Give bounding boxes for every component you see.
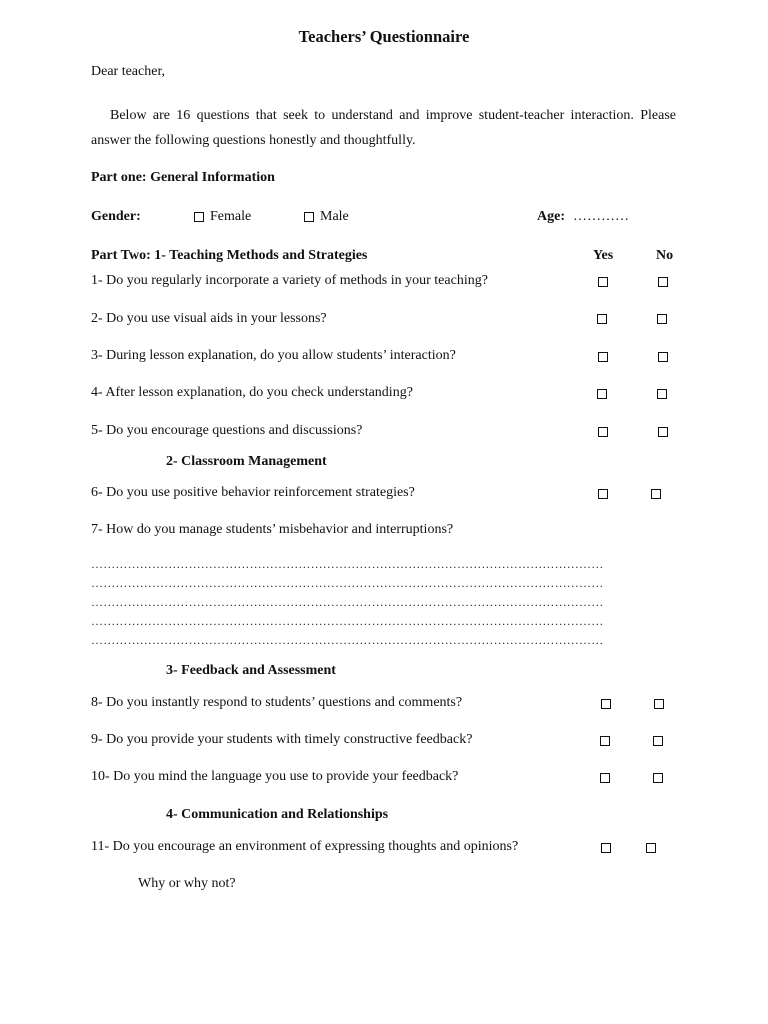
part-one-heading: Part one: General Information bbox=[91, 170, 275, 185]
q8-yes-checkbox[interactable] bbox=[601, 699, 611, 709]
q1-yes-checkbox[interactable] bbox=[598, 277, 608, 287]
section-2-heading: 2- Classroom Management bbox=[166, 454, 327, 469]
female-label: Female bbox=[210, 209, 252, 224]
q6-no-checkbox[interactable] bbox=[651, 489, 661, 499]
answer-line-2[interactable]: ……………………………………………………………………………………………………………… bbox=[91, 576, 604, 590]
part-two-heading: Part Two: 1- Teaching Methods and Strategies bbox=[91, 248, 368, 263]
q5-no-checkbox[interactable] bbox=[658, 427, 668, 437]
q10-no-checkbox[interactable] bbox=[653, 773, 663, 783]
q11-yes-checkbox[interactable] bbox=[601, 843, 611, 853]
q9-no-checkbox[interactable] bbox=[653, 736, 663, 746]
answer-line-1[interactable]: ……………………………………………………………………………………………………………… bbox=[91, 557, 604, 571]
question-1: 1- Do you regularly incorporate a variety of methods in your teaching? bbox=[91, 273, 488, 288]
answer-line-5[interactable]: ……………………………………………………………………………………………………………… bbox=[91, 633, 604, 647]
q1-no-checkbox[interactable] bbox=[658, 277, 668, 287]
yes-column-header: Yes bbox=[593, 248, 614, 263]
no-column-header: No bbox=[656, 248, 674, 263]
q10-yes-checkbox[interactable] bbox=[600, 773, 610, 783]
question-11: 11- Do you encourage an environment of expressing thoughts and opinions? bbox=[91, 839, 519, 854]
q11-no-checkbox[interactable] bbox=[646, 843, 656, 853]
q3-yes-checkbox[interactable] bbox=[598, 352, 608, 362]
q8-no-checkbox[interactable] bbox=[654, 699, 664, 709]
q5-yes-checkbox[interactable] bbox=[598, 427, 608, 437]
page-title: Teachers’ Questionnaire bbox=[298, 27, 470, 46]
question-8: 8- Do you instantly respond to students’ questions and comments? bbox=[91, 695, 463, 710]
question-3: 3- During lesson explanation, do you allow students’ interaction? bbox=[91, 348, 456, 363]
question-9: 9- Do you provide your students with timely constructive feedback? bbox=[91, 732, 473, 747]
age-label: Age: bbox=[537, 209, 565, 224]
q2-no-checkbox[interactable] bbox=[657, 314, 667, 324]
male-checkbox[interactable] bbox=[304, 212, 314, 222]
male-label: Male bbox=[320, 209, 349, 224]
q9-yes-checkbox[interactable] bbox=[600, 736, 610, 746]
section-3-heading: 3- Feedback and Assessment bbox=[166, 663, 336, 678]
section-4-heading: 4- Communication and Relationships bbox=[166, 807, 389, 822]
question-4: 4- After lesson explanation, do you check understanding? bbox=[91, 385, 413, 400]
question-5: 5- Do you encourage questions and discussions? bbox=[91, 423, 363, 438]
age-field[interactable]: ………… bbox=[573, 209, 629, 224]
question-2: 2- Do you use visual aids in your lessons? bbox=[91, 311, 327, 326]
q6-yes-checkbox[interactable] bbox=[598, 489, 608, 499]
salutation: Dear teacher, bbox=[91, 64, 166, 79]
q3-no-checkbox[interactable] bbox=[658, 352, 668, 362]
intro-text: Below are 16 questions that seek to understand and improve student-teacher interaction. Please answer the following questions honestly and thoughtfully. bbox=[91, 108, 676, 148]
q4-yes-checkbox[interactable] bbox=[597, 389, 607, 399]
answer-line-4[interactable]: ……………………………………………………………………………………………………………… bbox=[91, 614, 604, 628]
question-10: 10- Do you mind the language you use to provide your feedback? bbox=[91, 769, 459, 784]
female-checkbox[interactable] bbox=[194, 212, 204, 222]
q2-yes-checkbox[interactable] bbox=[597, 314, 607, 324]
question-11-followup: Why or why not? bbox=[138, 876, 236, 891]
answer-line-3[interactable]: ……………………………………………………………………………………………………………… bbox=[91, 595, 604, 609]
question-6: 6- Do you use positive behavior reinforcement strategies? bbox=[91, 485, 415, 500]
q4-no-checkbox[interactable] bbox=[657, 389, 667, 399]
intro-paragraph bbox=[91, 103, 676, 153]
question-7: 7- How do you manage students’ misbehavior and interruptions? bbox=[91, 522, 454, 537]
gender-label: Gender: bbox=[91, 209, 141, 224]
